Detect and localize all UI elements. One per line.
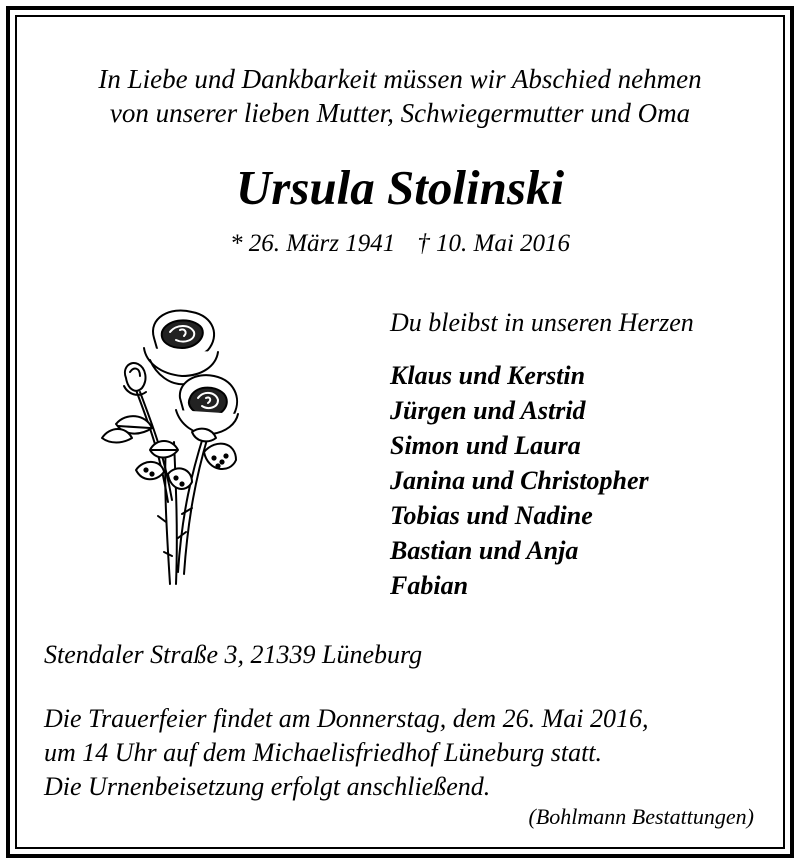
service-line-2: um 14 Uhr auf dem Michaelisfriedhof Lüneburg statt. [44, 738, 603, 767]
intro-text [0, 62, 800, 130]
family-member: Klaus und Kerstin [390, 361, 586, 390]
family-member: Simon und Laura [390, 431, 581, 460]
intro-line-2: von unserer lieben Mutter, Schwiegermutter und Oma [109, 98, 691, 128]
address: Stendaler Straße 3, 21339 Lüneburg [44, 640, 423, 669]
deceased-name: Ursula Stolinski [235, 160, 565, 215]
roses-icon [96, 302, 246, 592]
family-member: Tobias und Nadine [390, 501, 593, 530]
family-member: Janina und Christopher [390, 466, 649, 495]
death-date: † 10. Mai 2016 [417, 230, 571, 257]
family-member: Bastian und Anja [390, 536, 579, 565]
birth-date: * 26. März 1941 [229, 230, 396, 257]
life-dates [0, 228, 800, 260]
family-section [390, 306, 780, 603]
family-member: Jürgen und Astrid [390, 396, 586, 425]
intro-line-1: In Liebe und Dankbarkeit müssen wir Abschied nehmen [98, 64, 702, 94]
service-info [44, 702, 648, 804]
service-line-1: Die Trauerfeier findet am Donnerstag, dem 26. Mai 2016, [44, 704, 649, 733]
service-line-3: Die Urnenbeisetzung erfolgt anschließend. [44, 772, 491, 801]
family-member: Fabian [390, 571, 469, 600]
family-list [390, 358, 780, 603]
motto: Du bleibst in unseren Herzen [390, 308, 694, 337]
undertaker: (Bohlmann Bestattungen) [528, 804, 754, 829]
